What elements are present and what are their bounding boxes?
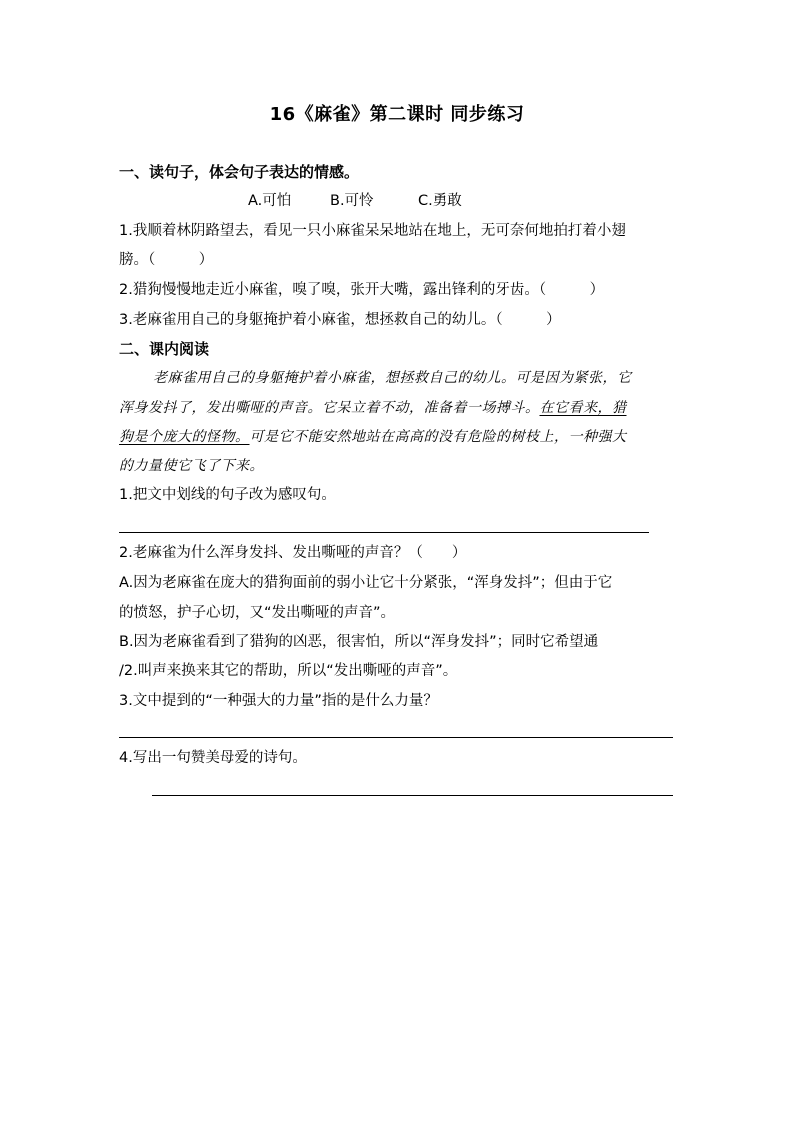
passage-line-2-text: 浑身发抖了，发出嘶哑的声音。它呆立着不动，准备着一场搏斗。 [119, 400, 540, 416]
option-c: C.勇敢 [418, 193, 462, 209]
passage-line-4: 的力量使它飞了下来。 [119, 458, 264, 474]
passage-underlined-2: 狗是个庞大的怪物。 [119, 429, 250, 445]
s2-q4: 4.写出一句赞美母爱的诗句。 [119, 750, 307, 766]
passage-line-1: 老麻雀用自己的身躯掩护着小麻雀，想拯救自己的幼儿。可是因为紧张，它 [153, 370, 632, 386]
passage-line-3-text: 可是它不能安然地站在高高的没有危险的树枝上，一种强大 [249, 429, 627, 445]
section2-heading: 二、课内阅读 [119, 340, 210, 358]
s2-q2-option-b-line2: /2.叫声来换来其它的帮助，所以“发出嘶哑的声音”。 [119, 663, 458, 679]
option-a: A.可怕 [248, 193, 292, 209]
s1-q1-line1: 1.我顺着林阴路望去，看见一只小麻雀呆呆地站在地上，无可奈何地拍打着小翅 [119, 223, 626, 239]
s2-q2-option-b-line1: B.因为老麻雀看到了猎狗的凶恶，很害怕，所以“浑身发抖”；同时它希望通 [119, 634, 599, 650]
passage-underlined-1: 在它看来，猎 [539, 400, 627, 416]
passage-line-3 [119, 427, 679, 447]
options-row [248, 191, 548, 211]
option-b: B.可怜 [330, 193, 374, 209]
answer-line-q3[interactable] [119, 737, 673, 738]
s2-q2-option-a-line1: A.因为老麻雀在庞大的猎狗面前的弱小让它十分紧张，“浑身发抖”；但由于它 [119, 575, 613, 591]
passage-line-2 [119, 398, 679, 418]
section1-heading: 一、读句子，体会句子表达的情感。 [119, 163, 360, 181]
s1-q1-line2: 膀。（ ） [119, 252, 214, 268]
s2-q2-option-a-line2: 的愤怒，护子心切，又“发出嘶哑的声音”。 [119, 605, 396, 621]
s1-q3: 3.老麻雀用自己的身躯掩护着小麻雀，想拯救自己的幼儿。（ ） [119, 312, 561, 328]
s2-q1: 1.把文中划线的句子改为感叹句。 [119, 487, 336, 503]
s2-q3: 3.文中提到的“一种强大的力量”指的是什么力量？ [119, 693, 438, 709]
answer-line-q1[interactable] [119, 532, 649, 533]
s2-q2: 2.老麻雀为什么浑身发抖、发出嘶哑的声音？（ ） [119, 545, 467, 561]
s1-q2: 2.猎狗慢慢地走近小麻雀，嗅了嗅，张开大嘴，露出锋利的牙齿。（ ） [119, 282, 605, 298]
answer-line-q4[interactable] [152, 795, 673, 796]
page-title: 16《麻雀》第二课时 同步练习 [269, 104, 525, 125]
